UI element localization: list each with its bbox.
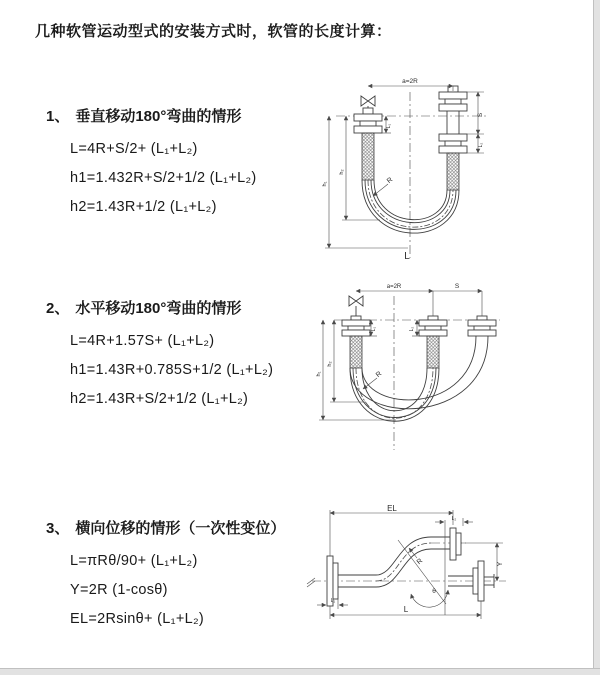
diagram-horizontal-180-bend: [304, 276, 600, 466]
section-number: 1、: [46, 108, 70, 125]
section-heading-text: 水平移动180°弯曲的情形: [75, 300, 242, 317]
dim-label-h1: h₁: [316, 371, 322, 377]
dim-label-l1: L₁: [330, 598, 336, 604]
dim-label-l2: L₂: [478, 142, 484, 148]
braided-hose-section: [447, 153, 459, 190]
dim-label-y: Y: [497, 561, 504, 567]
dim-label-h2: h₂: [327, 361, 333, 367]
dim-label-el: EL: [387, 504, 397, 513]
dim-label-l2: L₂: [451, 516, 457, 522]
section-vertical-movement: [46, 105, 257, 222]
left-flange-joint: [342, 316, 370, 336]
section-number: 2、: [46, 300, 70, 317]
formula-h1: h1=1.43R+0.785S+1/2 (L₁+L₂): [70, 362, 274, 378]
section-heading: [46, 105, 257, 126]
dim-label-h2: h₂: [339, 169, 345, 175]
hose-assembly: [354, 86, 467, 233]
dim-label-l1: L₁: [371, 326, 377, 332]
formula-h2: h2=1.43R+S/2+1/2 (L₁+L₂): [70, 391, 249, 407]
dim-label-s: S: [454, 283, 460, 290]
right-flange-joint: [468, 316, 496, 336]
section-horizontal-movement: [46, 297, 273, 414]
formula-h1: h1=1.432R+S/2+1/2 (L₁+L₂): [70, 170, 257, 186]
dim-label-theta: θ: [432, 588, 436, 595]
centerline-break-mark: [307, 578, 315, 587]
valve-icon: [349, 296, 363, 306]
formula-el: EL=2Rsinθ+ (L₁+L₂): [70, 611, 205, 627]
dim-label-length: L: [404, 251, 410, 262]
right-flange-joint: [439, 86, 467, 153]
left-flange-joint: [354, 108, 382, 133]
dimension-lines: [317, 504, 504, 619]
braided-hose-section: [362, 133, 374, 180]
section-heading-text: 横向位移的情形（一次性变位）: [75, 520, 286, 537]
page-title: 几种软管运动型式的安装方式时，软管的长度计算：: [35, 23, 392, 40]
diagram-vertical-180-bend: [306, 72, 598, 262]
right-flange: [473, 561, 484, 601]
braided-hose-section: [350, 336, 362, 368]
dim-label-s: S: [477, 112, 484, 118]
section-lateral-displacement: [46, 517, 285, 634]
diagram-lateral-displacement-svg: [298, 500, 600, 650]
scan-edge-bottom: [0, 668, 600, 675]
braided-hose-section: [427, 336, 439, 368]
diagram-horizontal-180-svg: [304, 276, 600, 466]
dim-label-l2: L₂: [409, 326, 415, 332]
valve-icon: [361, 96, 375, 106]
dim-label-span: a=2R: [386, 284, 402, 290]
section-number: 3、: [46, 520, 70, 537]
dim-label-span: a=2R: [402, 78, 418, 85]
formula-y: Y=2R (1-cosθ): [70, 582, 168, 598]
hose-assembly: [327, 528, 494, 606]
hose-assembly: [342, 296, 496, 421]
dim-label-radius: R: [385, 176, 395, 186]
diagram-lateral-displacement: [298, 500, 600, 650]
formula-length: L=4R+S/2+ (L₁+L₂): [70, 141, 198, 157]
section-heading: [46, 517, 285, 538]
middle-flange-joint: [419, 316, 447, 336]
upper-flange: [450, 528, 461, 560]
dim-label-radius: R: [415, 557, 425, 567]
formula-length: L=πRθ/90+ (L₁+L₂): [70, 553, 198, 569]
dim-label-length: L: [403, 605, 409, 614]
dim-label-l1: L₁: [386, 123, 392, 129]
section-heading-text: 垂直移动180°弯曲的情形: [75, 108, 242, 125]
scan-edge-right: [593, 0, 600, 675]
section-heading: [46, 297, 273, 318]
formula-h2: h2=1.43R+1/2 (L₁+L₂): [70, 199, 217, 215]
diagram-vertical-180-svg: [306, 72, 598, 262]
dim-label-radius: R: [374, 370, 384, 380]
formula-length: L=4R+1.57S+ (L₁+L₂): [70, 333, 215, 349]
dim-label-h1: h₁: [322, 181, 328, 187]
